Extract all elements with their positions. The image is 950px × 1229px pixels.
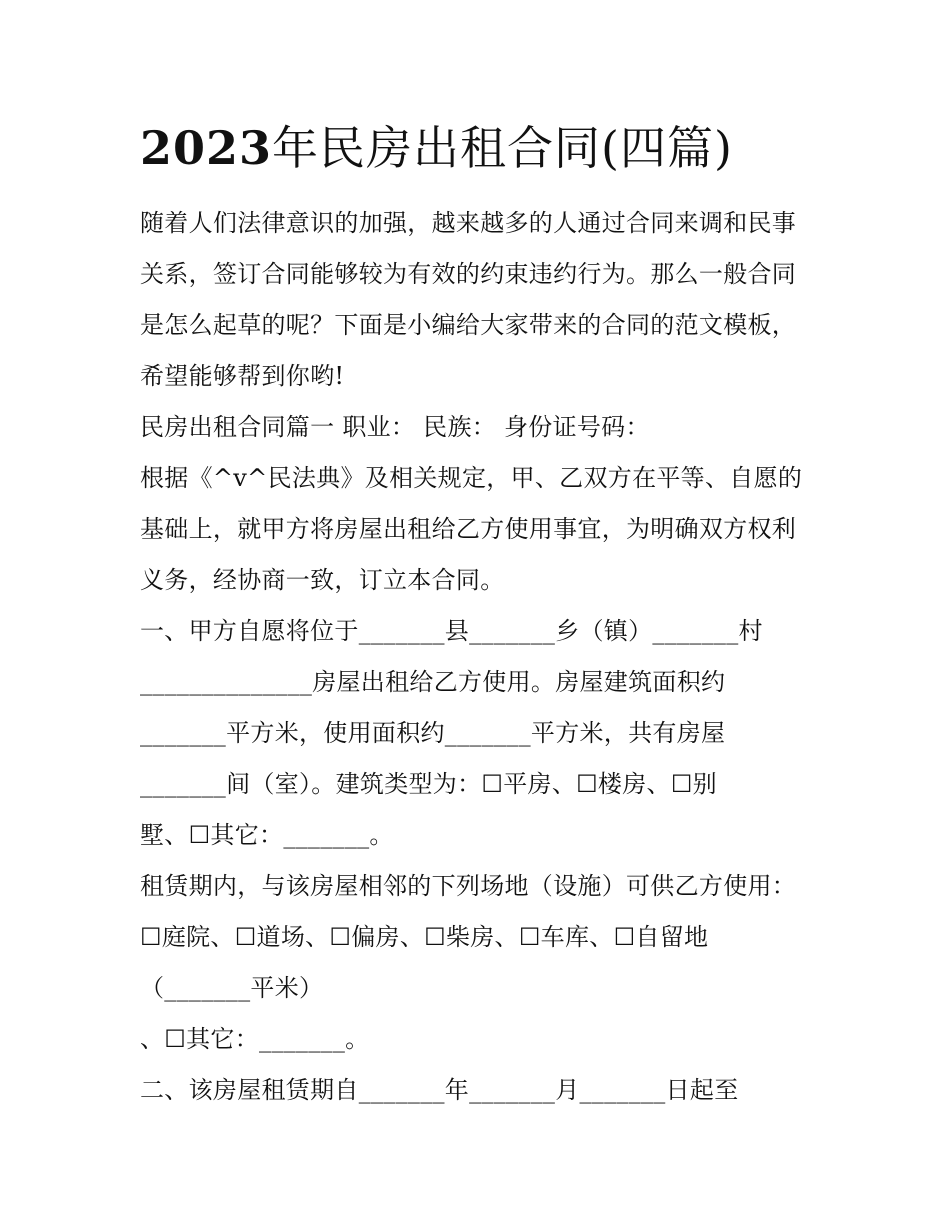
facilities-line-4: 、☐其它：_______。 [140, 1025, 370, 1053]
contract-heading-line: 民房出租合同篇一 职业： 民族： 身份证号码： [140, 413, 650, 441]
title-year: 2023 [140, 121, 273, 175]
document-title [140, 118, 733, 178]
facilities-line-2: ☐庭院、☐道场、☐偏房、☐柴房、☐车库、☐自留地 [140, 923, 709, 951]
facilities-line-3: （_______平米） [140, 974, 324, 1002]
title-text: 年民房出租合同(四篇) [272, 121, 733, 175]
intro-line-1: 随着人们法律意识的加强，越来越多的人通过合同来调和民事 [140, 209, 797, 237]
clause-1-line-4: _______间（室）。建筑类型为：☐平房、☐楼房、☐别 [140, 770, 717, 798]
clause-1-line-1: 一、甲方自愿将位于_______县_______乡（镇）_______村 [140, 617, 763, 645]
intro-line-4: 希望能够帮到你哟! [140, 362, 345, 390]
intro-line-2: 关系，签订合同能够较为有效的约束违约行为。那么一般合同 [140, 260, 797, 288]
clause-1-line-5: 墅、☐其它：_______。 [140, 821, 394, 849]
clause-2-line-1: 二、该房屋租赁期自_______年_______月_______日起至 [140, 1076, 739, 1104]
facilities-line-1: 租赁期内，与该房屋相邻的下列场地（设施）可供乙方使用： [140, 872, 797, 900]
document-body [140, 198, 820, 1116]
preamble-line-2: 基础上，就甲方将房屋出租给乙方使用事宜，为明确双方权利 [140, 515, 797, 543]
intro-line-3: 是怎么起草的呢？下面是小编给大家带来的合同的范文模板， [140, 311, 797, 339]
preamble-line-3: 义务，经协商一致，订立本合同。 [140, 566, 505, 594]
preamble-line-1: 根据《^v^民法典》及相关规定，甲、乙双方在平等、自愿的 [140, 464, 803, 492]
clause-1-line-2: ______________房屋出租给乙方使用。房屋建筑面积约 [140, 668, 726, 696]
clause-1-line-3: _______平方米，使用面积约_______平方米，共有房屋 [140, 719, 726, 747]
